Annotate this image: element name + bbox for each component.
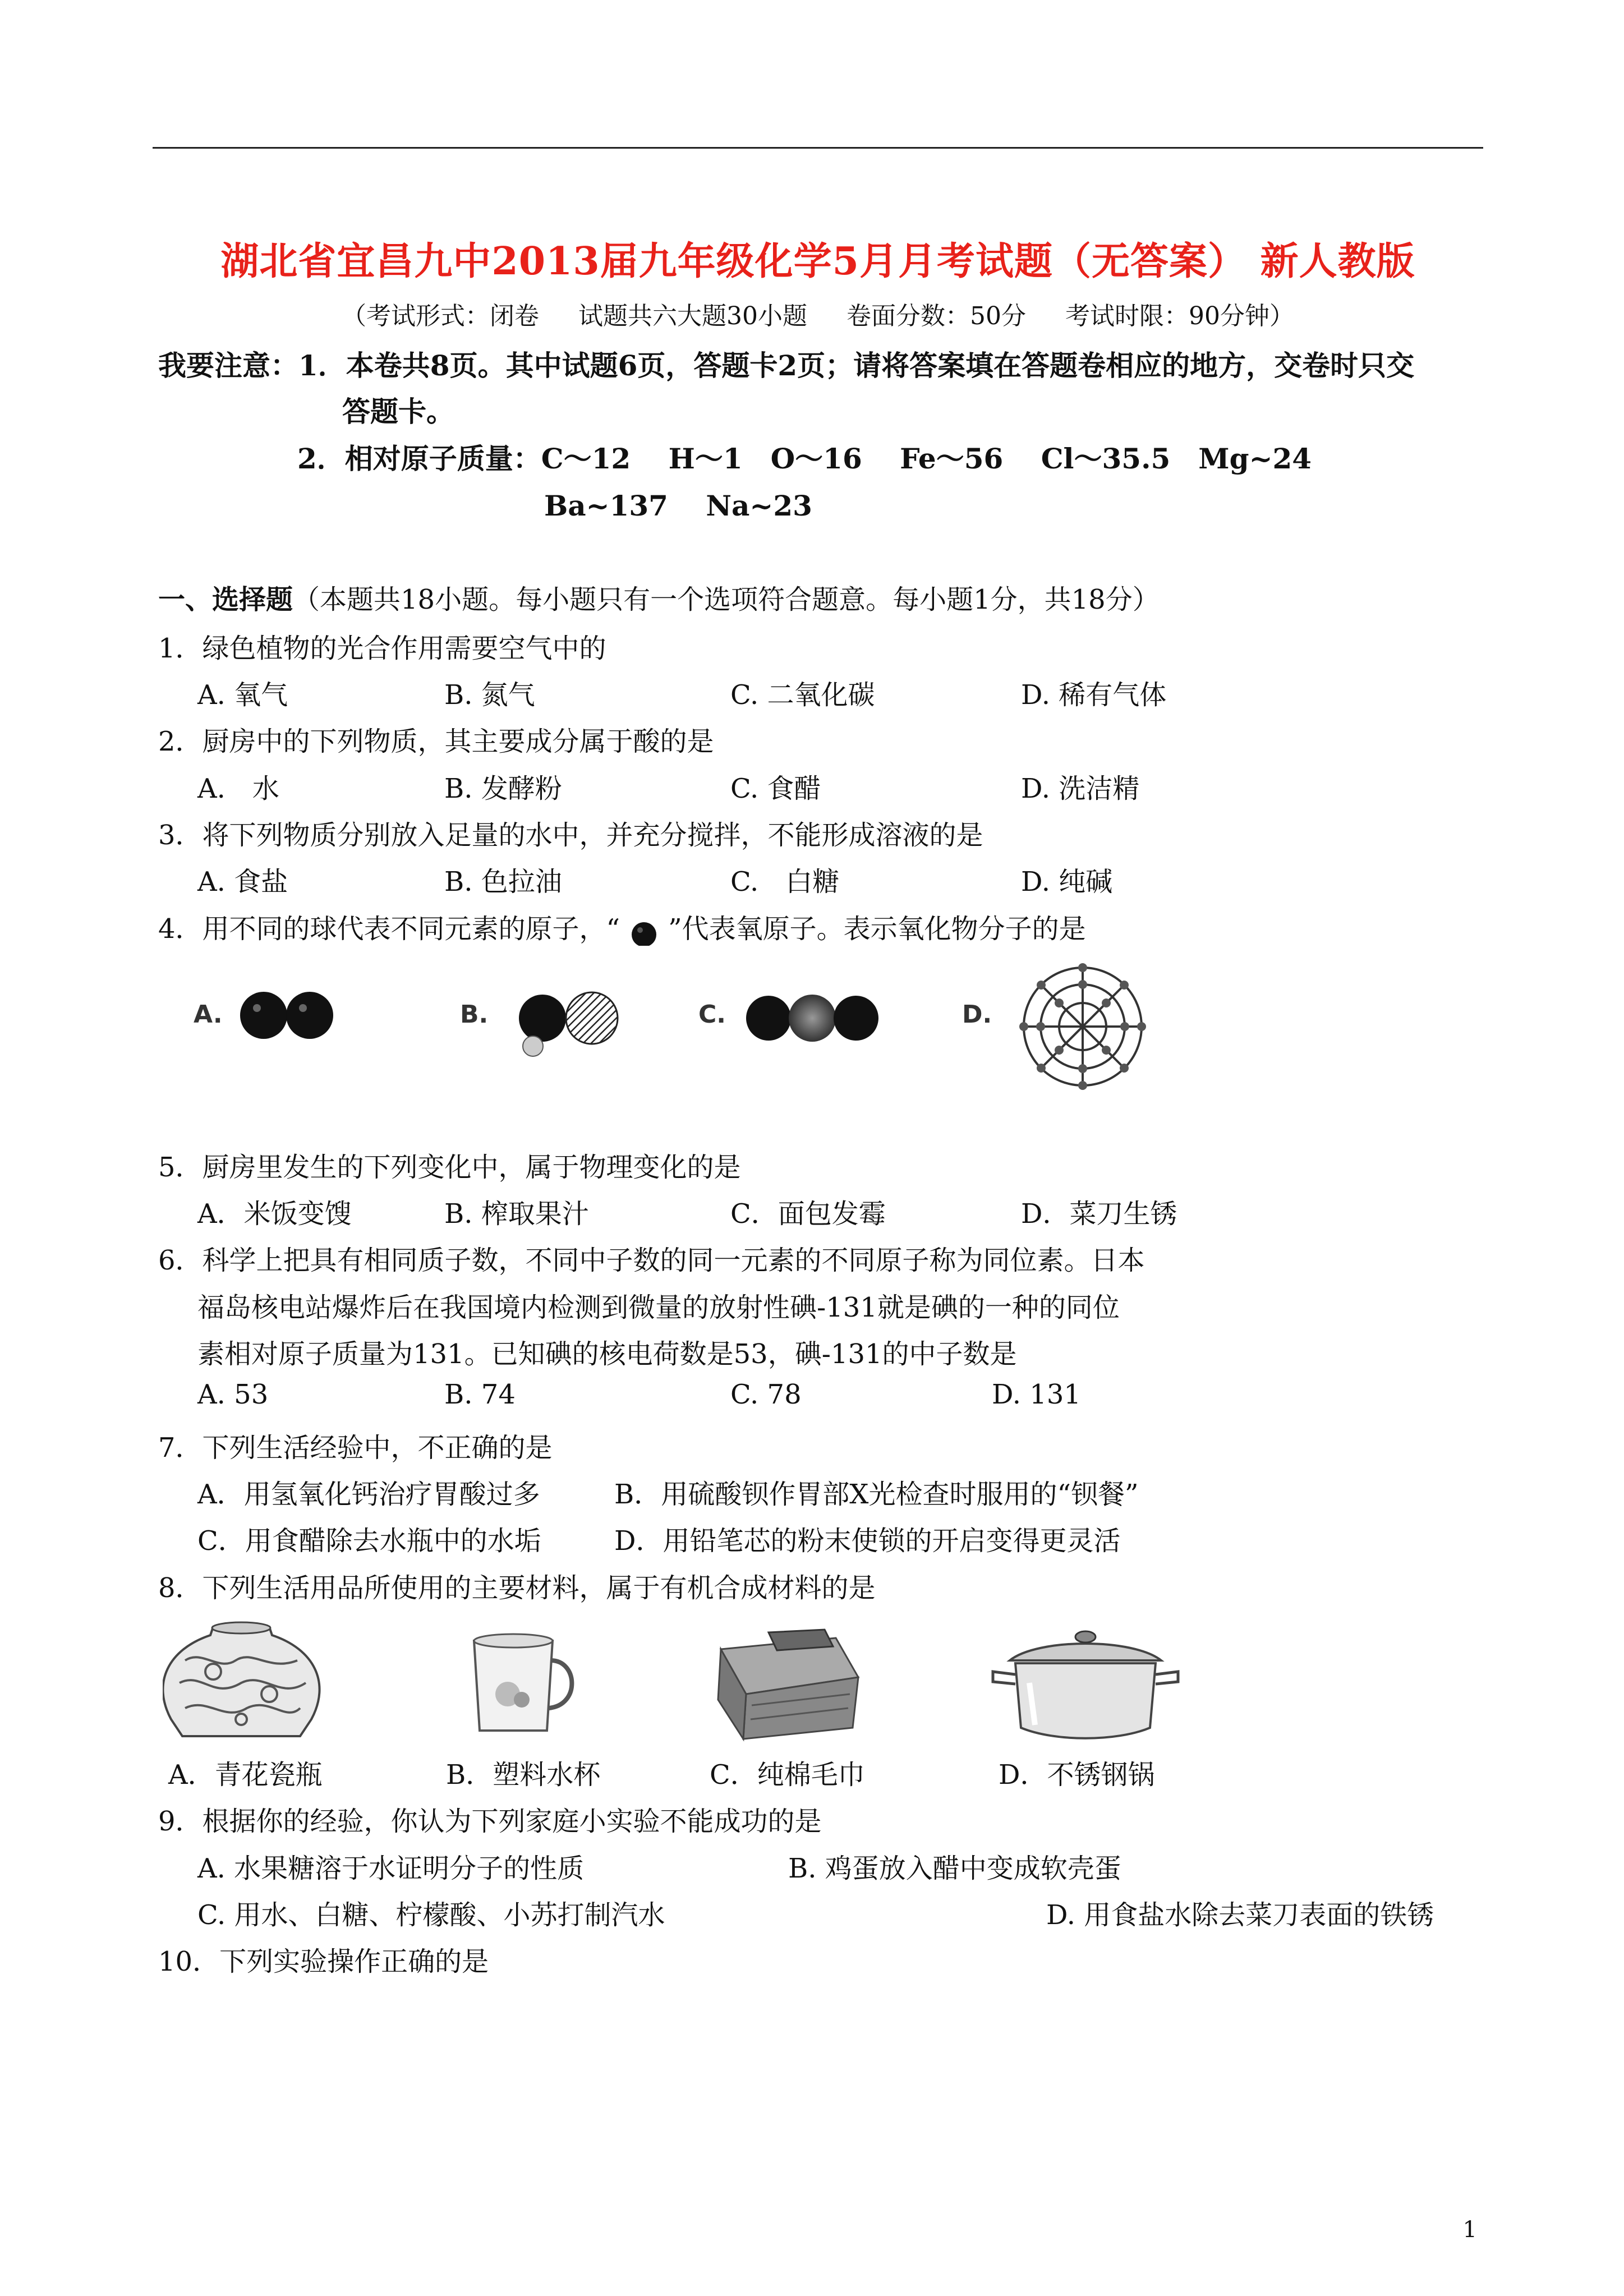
q1-option-b: B. 氮气: [444, 679, 535, 711]
q6-option-c: C. 78: [730, 1379, 802, 1410]
q7-option-a: A．用氢氧化钙治疗胃酸过多: [197, 1479, 540, 1510]
q4-stem-pre: 4．用不同的球代表不同元素的原子，“: [158, 913, 620, 945]
q9-option-a: A. 水果糖溶于水证明分子的性质: [197, 1853, 585, 1884]
q3-option-d: D. 纯碱: [1021, 866, 1113, 898]
option-d-fullerene: [1019, 963, 1146, 1090]
q5-option-b: B. 榨取果汁: [444, 1198, 589, 1230]
q1-option-c: C. 二氧化碳: [730, 679, 875, 711]
q2-option-b: B. 发酵粉: [444, 773, 562, 804]
q6-option-b: B. 74: [444, 1379, 516, 1410]
q7-option-d: D．用铅笔芯的粉末使锁的开启变得更灵活: [614, 1525, 1121, 1557]
notice-label: 我要注意：: [158, 349, 298, 382]
q8-caption-b: B．塑料水杯: [446, 1759, 601, 1791]
q7-option-b: B．用硫酸钡作胃部X光检查时服用的“钡餐”: [614, 1479, 1139, 1510]
exam-form: （考试形式：闭卷: [342, 302, 539, 330]
q4-molecule-figure: [185, 956, 1184, 1097]
question-6-line-1: 6．科学上把具有相同质子数，不同中子数的同一元素的不同原子称为同位素。日本: [158, 1245, 1145, 1276]
q8-caption-c: C．纯棉毛巾: [710, 1759, 865, 1791]
exam-info: [153, 296, 1483, 332]
q3-option-a: A. 食盐: [197, 866, 288, 898]
notice-item-2-cont: Ba~137 Na~23: [544, 489, 812, 522]
q8-items-svg: [163, 1616, 1341, 1745]
cotton-towel-image: [718, 1630, 858, 1739]
q9-option-b: B. 鸡蛋放入醋中变成软壳蛋: [788, 1853, 1121, 1884]
q4-label-a: A.: [194, 1000, 223, 1029]
q4-label-b: B.: [460, 1000, 489, 1029]
molecule-options-svg: [185, 956, 1184, 1097]
plastic-cup-image: [474, 1634, 572, 1731]
option-b-molecule: [519, 992, 618, 1056]
exam-time: 考试时限：90分钟）: [1065, 302, 1294, 330]
q9-option-c: C. 用水、白糖、柠檬酸、小苏打制汽水: [197, 1899, 665, 1931]
q4-label-c: C.: [698, 1000, 726, 1029]
page-number: 1: [1462, 2217, 1477, 2243]
q4-stem-post: ”代表氧原子。表示氧化物分子的是: [668, 913, 1086, 945]
exam-score: 卷面分数：50分: [846, 302, 1026, 330]
q4-label-d: D.: [962, 1000, 992, 1029]
option-a-molecule: [240, 992, 333, 1039]
question-8: 8．下列生活用品所使用的主要材料，属于有机合成材料的是: [158, 1572, 876, 1604]
notice-line1-cont: 答题卡。: [342, 395, 454, 428]
q2-option-a: A. 水: [197, 773, 279, 804]
q8-items-figure: [163, 1616, 1341, 1745]
question-4: [158, 907, 1086, 946]
header-rule: [153, 147, 1483, 149]
q5-option-d: D．菜刀生锈: [1021, 1198, 1177, 1230]
q3-option-c: C. 白糖: [730, 866, 840, 898]
question-6-line-2: 福岛核电站爆炸后在我国境内检测到微量的放射性碘-131就是碘的一种的同位: [197, 1292, 1120, 1323]
notice-item-1: 1．本卷共8页。其中试题6页，答题卡2页；请将答案填在答题卷相应的地方，交卷时只交: [298, 349, 1415, 382]
section-1-heading: [158, 578, 1160, 616]
notice-item-2: 2．相对原子质量：C～12 H～1 O～16 Fe～56 Cl～35.5 Mg~24: [297, 442, 1312, 475]
q9-option-d: D. 用食盐水除去菜刀表面的铁锈: [1046, 1899, 1434, 1931]
stainless-pot-image: [993, 1631, 1178, 1738]
question-10: 10．下列实验操作正确的是: [158, 1946, 489, 1977]
q6-option-a: A. 53: [197, 1379, 269, 1410]
q8-caption-a: A．青花瓷瓶: [168, 1759, 323, 1791]
q1-option-a: A. 氧气: [197, 679, 288, 711]
question-9: 9．根据你的经验，你认为下列家庭小实验不能成功的是: [158, 1806, 822, 1837]
question-2: 2．厨房中的下列物质，其主要成分属于酸的是: [158, 726, 714, 757]
q7-option-c: C．用食醋除去水瓶中的水垢: [197, 1525, 541, 1557]
q2-option-c: C. 食醋: [730, 773, 821, 804]
q6-option-d: D. 131: [992, 1379, 1081, 1410]
question-3: 3．将下列物质分别放入足量的水中，并充分搅拌，不能形成溶液的是: [158, 820, 983, 851]
question-7: 7．下列生活经验中，不正确的是: [158, 1432, 553, 1464]
page-title: 湖北省宜昌九中2013届九年级化学5月月考试题（无答案） 新人教版: [220, 239, 1415, 284]
q3-option-b: B. 色拉油: [444, 866, 562, 898]
question-5: 5．厨房里发生的下列变化中，属于物理变化的是: [158, 1152, 741, 1183]
notice-line1: [158, 343, 1414, 384]
question-6-line-3: 素相对原子质量为131。已知碘的核电荷数是53，碘-131的中子数是: [197, 1338, 1017, 1370]
q5-option-a: A．米饭变馊: [197, 1198, 352, 1230]
question-1: 1．绿色植物的光合作用需要空气中的: [158, 633, 606, 664]
porcelain-vase-image: [163, 1622, 319, 1736]
q5-option-c: C．面包发霉: [730, 1198, 886, 1230]
exam-questions: 试题共六大题30小题: [578, 302, 807, 330]
oxygen-atom-icon: [620, 912, 668, 946]
q1-option-d: D. 稀有气体: [1021, 679, 1167, 711]
section-1-title: 一、选择题: [158, 584, 293, 615]
q8-caption-d: D．不锈钢锅: [999, 1759, 1155, 1791]
section-1-desc: （本题共18小题。每小题只有一个选项符合题意。每小题1分，共18分）: [293, 584, 1160, 615]
option-c-molecule: [746, 995, 878, 1042]
q2-option-d: D. 洗洁精: [1021, 773, 1140, 804]
